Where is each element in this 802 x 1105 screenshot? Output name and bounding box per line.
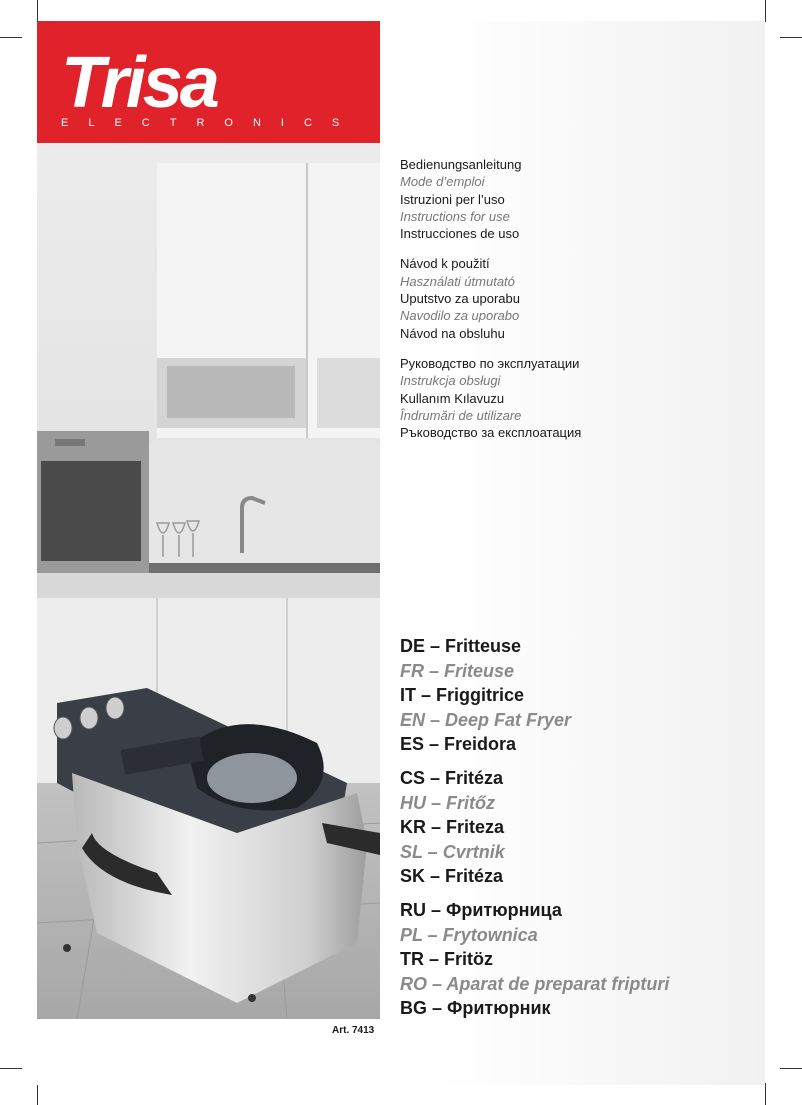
manual-titles — [400, 156, 581, 454]
crop-mark — [780, 1068, 802, 1069]
brand-wordmark: Trisa — [61, 43, 217, 115]
kitchen-fryer-illustration — [37, 143, 380, 1019]
crop-mark — [0, 37, 22, 38]
product-name-line: IT – Friggitrice — [400, 685, 525, 706]
product-name-line: SK – Fritéza — [400, 866, 504, 887]
product-name-group — [400, 634, 669, 757]
crop-mark — [780, 37, 802, 38]
article-number: Art. 7413 — [332, 1025, 375, 1036]
manual-title-line: Mode d’emploi — [400, 174, 485, 190]
manual-title-line: Instructions for use — [400, 208, 510, 224]
product-name-line: SL – Cvrtnik — [400, 841, 505, 862]
crop-mark — [37, 0, 38, 22]
product-name-group — [400, 898, 669, 1021]
manual-title-group — [400, 156, 581, 242]
product-name-line: ES – Freidora — [400, 734, 517, 755]
product-name-line: BG – Фритюрник — [400, 998, 551, 1019]
product-name-line: TR – Fritöz — [400, 949, 493, 970]
trademark-symbol: ® — [392, 97, 400, 108]
product-name-line: EN – Deep Fat Fryer — [400, 709, 572, 730]
product-name-line: RO – Aparat de preparat fripturi — [400, 973, 670, 994]
product-name-line: HU – Fritőz — [400, 792, 496, 813]
product-name-line: FR – Friteuse — [400, 660, 515, 681]
manual-title-line: Instrucciones de uso — [400, 226, 520, 242]
manual-title-line: Руководство по эксплуатации — [400, 355, 580, 371]
product-photo — [37, 143, 380, 1019]
product-name-line: RU – Фритюрница — [400, 899, 562, 920]
manual-title-line: Navodilo za uporabo — [400, 308, 520, 324]
manual-title-line: Návod k použití — [400, 256, 490, 272]
product-name-line: DE – Fritteuse — [400, 636, 522, 656]
manual-title-line: Istruzioni per l’uso — [400, 191, 505, 207]
crop-mark — [0, 1068, 22, 1069]
manual-title-group — [400, 255, 581, 341]
trisa-logo — [61, 35, 361, 115]
product-name-line: KR – Friteza — [400, 817, 505, 838]
manual-title-line: Használati útmutató — [400, 273, 515, 289]
product-name-line: PL – Frytownica — [400, 924, 538, 945]
manual-title-line: Kullanım Kılavuzu — [400, 390, 505, 406]
manual-title-line: Ръководство за експлоатация — [400, 425, 582, 441]
product-name-line: CS – Fritéza — [400, 767, 504, 788]
brand-header — [37, 21, 400, 143]
brand-tagline: ELECTRONICS — [61, 117, 360, 129]
crop-mark — [765, 0, 766, 22]
manual-title-line: Îndrumări de utilizare — [400, 407, 522, 423]
manual-title-line: Uputstvo za uporabu — [400, 291, 520, 307]
manual-title-line: Bedienungsanleitung — [400, 157, 522, 172]
crop-mark — [765, 1083, 766, 1105]
manual-title-line: Návod na obsluhu — [400, 325, 505, 341]
product-name-group — [400, 766, 669, 889]
crop-mark — [37, 1083, 38, 1105]
manual-title-line: Instrukcja obsługi — [400, 373, 501, 389]
product-names — [400, 634, 669, 1030]
manual-title-group — [400, 355, 581, 441]
